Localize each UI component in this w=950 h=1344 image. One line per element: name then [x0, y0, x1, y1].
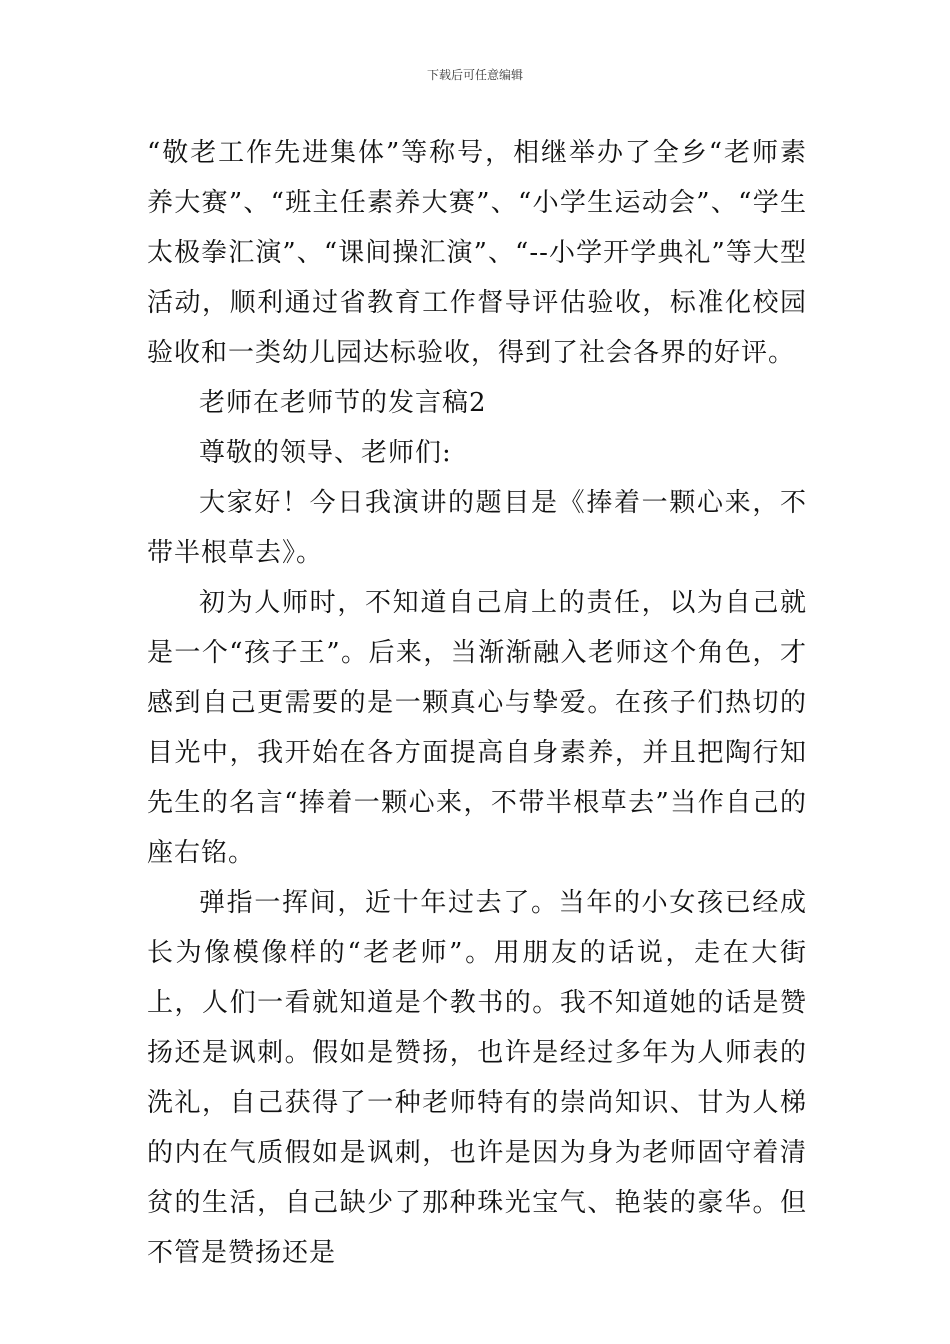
paragraph-5: 弹指一挥间，近十年过去了。当年的小女孩已经成长为像模像样的“老老师”。用朋友的话说，走在大街上，人们一看就知道是个教书的。我不知道她的话是赞扬还是讽刺。假如是赞扬，也许是经过多年为人师表的洗礼，自己获得了一种老师特有的崇尚知识、甘为人梯的内在气质假如是讽刺，也许是因为身为老师固守着清贫的生活，自己缺少了那种珠光宝气、艳装的豪华。但不管是赞扬还是 [147, 888, 807, 1268]
paragraph-greeting: 大家好！今日我演讲的题目是《捧着一颗心来，不带半根草去》。 [147, 488, 807, 568]
salutation: 尊敬的领导、老师们: [199, 438, 452, 468]
page-header-note: 下载后可任意编辑 [426, 68, 523, 82]
document-body [147, 128, 807, 1278]
section-title: 老师在老师节的发言稿2 [199, 388, 487, 418]
paragraph-1: “敬老工作先进集体”等称号，相继举办了全乡“老师素养大赛”、“班主任素养大赛”、“小学生运动会”、“学生太极拳汇演”、“课间操汇演”、“--小学开学典礼”等大型活动，顺利通过省教育工作督导评估验收，标准化校园验收和一类幼儿园达标验收，得到了社会各界的好评。 [147, 138, 807, 368]
paragraph-4: 初为人师时，不知道自己肩上的责任，以为自己就是一个“孩子王”。后来，当渐渐融入老师这个角色，才感到自己更需要的是一颗真心与挚爱。在孩子们热切的目光中，我开始在各方面提高自身素养，并且把陶行知先生的名言“捧着一颗心来，不带半根草去”当作自己的座右铭。 [147, 588, 807, 868]
